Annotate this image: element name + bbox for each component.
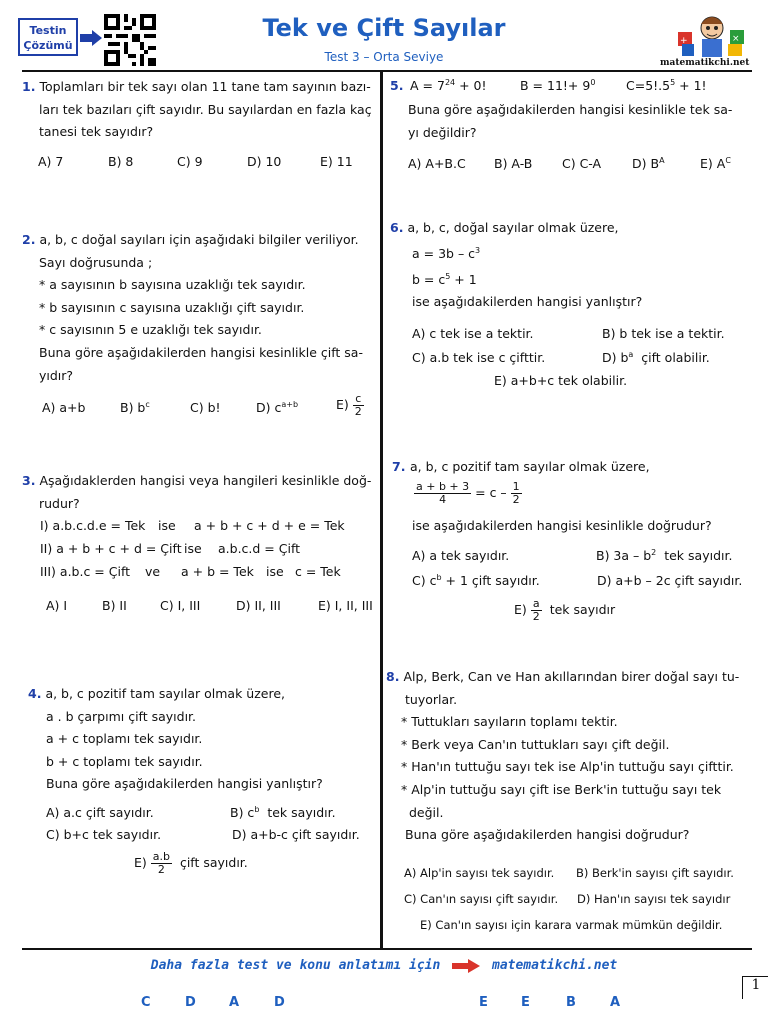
question-text: Buna göre aşağıdakilerden hangisi kesinlikle çift sa- — [39, 344, 363, 360]
option-b[interactable]: B) $b^c$ — [120, 400, 150, 416]
arrow-right-icon — [452, 959, 480, 973]
question-3 — [22, 470, 374, 515]
question-text: ise aşağıdakilerden hangisi yanlıştır? — [412, 294, 643, 310]
option-c[interactable]: C) b! — [190, 400, 221, 415]
option-c[interactable]: C) Can'ın sayısı çift sayıdır. — [404, 892, 559, 906]
statement-1-connector: ise — [158, 518, 176, 533]
answer-5: E — [479, 995, 488, 1010]
page-number: 1 — [742, 976, 768, 999]
question-text: * Alp'in tuttuğu sayı çift ise Berk'in tuttuğu sayı tek — [401, 781, 722, 797]
option-e[interactable]: E) 11 — [320, 154, 353, 169]
question-text: Toplamları bir tek sayı olan 11 tane tam sayının bazı- — [39, 79, 371, 94]
svg-text:×: × — [732, 34, 740, 44]
equation-b: $b = c^5 + 1$ — [412, 271, 477, 287]
page-subtitle: Test 3 – Orta Seviye — [324, 50, 444, 64]
question-4 — [28, 683, 374, 796]
question-text: tuyorlar. — [405, 691, 458, 707]
option-d[interactable]: D) a+b – 2c çift sayıdır. — [597, 573, 743, 588]
question-text: * Berk veya Can'ın tuttukları sayı çift değil. — [401, 736, 670, 752]
option-b[interactable]: B) $c^b$ tek sayıdır. — [230, 805, 336, 821]
statement-1: I) a.b.c.d.e = Tek — [40, 518, 146, 533]
equation: $\frac{a + b + 3}{4}$ = c – $\frac{1}{2}$ — [416, 480, 520, 506]
answer-8: A — [610, 995, 621, 1010]
question-text: * Han'ın tuttuğu sayı tek ise Alp'in tuttuğu sayı çifttir. — [401, 759, 734, 775]
question-text: yıdır? — [39, 367, 74, 383]
option-a[interactable]: A) c tek ise a tektir. — [412, 326, 534, 341]
svg-text:+: + — [680, 36, 688, 46]
question-text: ları tek bazıları çift sayıdır. Bu sayılardan en fazla kaç — [39, 101, 372, 117]
question-text: * Tuttukları sayıların toplamı tektir. — [401, 714, 618, 730]
option-b[interactable]: B) b tek ise a tektir. — [602, 326, 725, 341]
option-a[interactable]: A) 7 — [38, 154, 64, 169]
statement-2: II) a + b + c + d = Çift — [40, 541, 182, 556]
question-number: 4. — [28, 686, 42, 701]
statement-3: III) a.b.c = Çift — [40, 564, 131, 579]
question-2 — [22, 229, 374, 387]
answer-7: B — [566, 995, 576, 1010]
statement-3-connector: ve — [145, 564, 161, 579]
question-number: 2. — [22, 232, 36, 247]
option-c[interactable]: C) b+c tek sayıdır. — [46, 827, 162, 842]
question-number: 8. — [386, 669, 400, 684]
question-text: Buna göre aşağıdakilerden hangisi yanlıştır? — [46, 776, 323, 792]
option-e[interactable]: E) $\frac{c}{2}$ — [336, 392, 362, 418]
brand-name: matematikchi.net — [660, 58, 750, 68]
option-d[interactable]: D) $b^a$ çift olabilir. — [602, 350, 710, 366]
question-1 — [22, 76, 374, 144]
option-c[interactable]: C) 9 — [177, 154, 203, 169]
option-e[interactable]: E) $\frac{a}{2}$ tek sayıdır — [514, 597, 616, 623]
statement-3-result: c = Tek — [295, 564, 341, 579]
question-8 — [386, 666, 750, 847]
option-e[interactable]: E) I, II, III — [318, 598, 373, 613]
option-e[interactable]: E) $A^C$ — [700, 156, 731, 172]
solution-link-line2: Çözümü — [23, 39, 73, 52]
option-c[interactable]: C) $c^b + 1$ çift sayıdır. — [412, 573, 540, 589]
answer-2: D — [185, 995, 196, 1010]
answer-1: C — [141, 995, 151, 1010]
question-text: a, b, c pozitif tam sayılar olmak üzere, — [410, 459, 650, 474]
option-b[interactable]: B) A-B — [494, 156, 533, 171]
question-text: Aşağıdaklerden hangisi veya hangileri kesinlikle doğ- — [39, 473, 372, 488]
statement-1-result: a + b + c + d + e = Tek — [194, 518, 345, 533]
option-b[interactable]: B) 8 — [108, 154, 134, 169]
option-e[interactable]: E) Can'ın sayısı için karara varmak mümkün değildir. — [420, 918, 723, 932]
question-text: değil. — [409, 804, 444, 820]
expression-c: $C=5!.5^5 + 1$! — [626, 78, 707, 94]
question-text: rudur? — [39, 495, 80, 511]
question-7-number: 7. — [392, 459, 406, 474]
footer-link[interactable]: matematikchi.net — [492, 958, 618, 973]
option-c[interactable]: C) a.b tek ise c çifttir. — [412, 350, 546, 365]
option-c[interactable]: C) I, III — [160, 598, 201, 613]
question-number: 6. — [390, 220, 404, 235]
option-b[interactable]: B) Berk'in sayısı çift sayıdır. — [576, 866, 734, 880]
option-a[interactable]: A) Alp'in sayısı tek sayıdır. — [404, 866, 555, 880]
question-text: a + c toplamı tek sayıdır. — [46, 731, 203, 747]
question-text: Buna göre aşağıdakilerden hangisi kesinlikle tek sa- — [408, 102, 733, 117]
question-text: yı değildir? — [408, 124, 477, 140]
expression-a: $A = 7^{24} + 0$! — [410, 78, 487, 94]
question-text: a, b, c doğal sayıları için aşağıdaki bilgiler veriliyor. — [39, 232, 359, 247]
option-a[interactable]: A) a.c çift sayıdır. — [46, 805, 154, 820]
option-a[interactable]: A) I — [46, 598, 68, 613]
answer-3: A — [229, 995, 240, 1010]
question-text: * a sayısının b sayısına uzaklığı tek sayıdır. — [39, 277, 306, 293]
question-text: Sayı doğrusunda ; — [39, 254, 153, 270]
option-d[interactable]: D) Han'ın sayısı tek sayıdır — [577, 892, 731, 906]
option-b[interactable]: B) II — [102, 598, 127, 613]
statement-3-mid: a + b = Tek — [181, 564, 254, 579]
option-a[interactable]: A) a tek sayıdır. — [412, 548, 510, 563]
expression-b: $B = 11!+ 9^0$ — [520, 78, 596, 94]
question-text: * b sayısının c sayısına uzaklığı çift sayıdır. — [39, 299, 305, 315]
question-text: ise aşağıdakilerden hangisi kesinlikle doğrudur? — [412, 518, 712, 533]
question-5-number: 5. — [390, 78, 404, 93]
statement-2-result: a.b.c.d = Çift — [218, 541, 301, 556]
option-d[interactable]: D) II, III — [236, 598, 281, 613]
solution-link-line1: Testin — [29, 24, 67, 37]
question-text: tanesi tek sayıdır? — [39, 124, 154, 140]
option-a[interactable]: A) A+B.C — [408, 156, 466, 171]
question-text: a, b, c pozitif tam sayılar olmak üzere, — [45, 686, 286, 701]
question-6 — [390, 217, 750, 314]
footer-text: Daha fazla test ve konu anlatımı için — [150, 958, 441, 973]
question-5 — [408, 99, 748, 144]
statement-3-connector: ise — [266, 564, 284, 579]
option-d[interactable]: D) a+b-c çift sayıdır. — [232, 827, 360, 842]
question-text: Alp, Berk, Can ve Han akıllarından birer doğal sayı tu- — [403, 669, 740, 684]
footer-promo — [0, 958, 768, 973]
option-e[interactable]: E) a+b+c tek olabilir. — [494, 373, 628, 388]
question-text: Buna göre aşağıdakilerden hangisi doğrudur? — [405, 827, 690, 843]
footer-divider — [22, 948, 752, 950]
option-d[interactable]: D) $c^{a+b}$ — [256, 400, 299, 416]
question-text: a, b, c, doğal sayılar olmak üzere, — [407, 220, 619, 235]
option-d[interactable]: D) 10 — [247, 154, 282, 169]
question-text: b + c toplamı tek sayıdır. — [46, 753, 203, 769]
option-a[interactable]: A) a+b — [42, 400, 86, 415]
equation-a: $a = 3b - c^3$ — [412, 245, 481, 261]
statement-2-connector: ise — [184, 541, 202, 556]
option-d[interactable]: D) $B^A$ — [632, 156, 665, 172]
answer-4: D — [274, 995, 285, 1010]
option-e[interactable]: E) $\frac{a.b}{2}$ çift sayıdır. — [134, 850, 248, 876]
header-divider — [22, 70, 752, 72]
question-text: a . b çarpımı çift sayıdır. — [46, 708, 197, 724]
question-number: 1. — [22, 79, 36, 94]
page-title: Tek ve Çift Sayılar — [262, 14, 506, 42]
column-divider — [380, 70, 383, 950]
question-number: 3. — [22, 473, 36, 488]
question-text: * c sayısının 5 e uzaklığı tek sayıdır. — [39, 322, 262, 338]
answer-6: E — [521, 995, 530, 1010]
option-b[interactable]: B) $3a - b^2$ tek sayıdır. — [596, 548, 733, 564]
option-c[interactable]: C) C-A — [562, 156, 602, 171]
